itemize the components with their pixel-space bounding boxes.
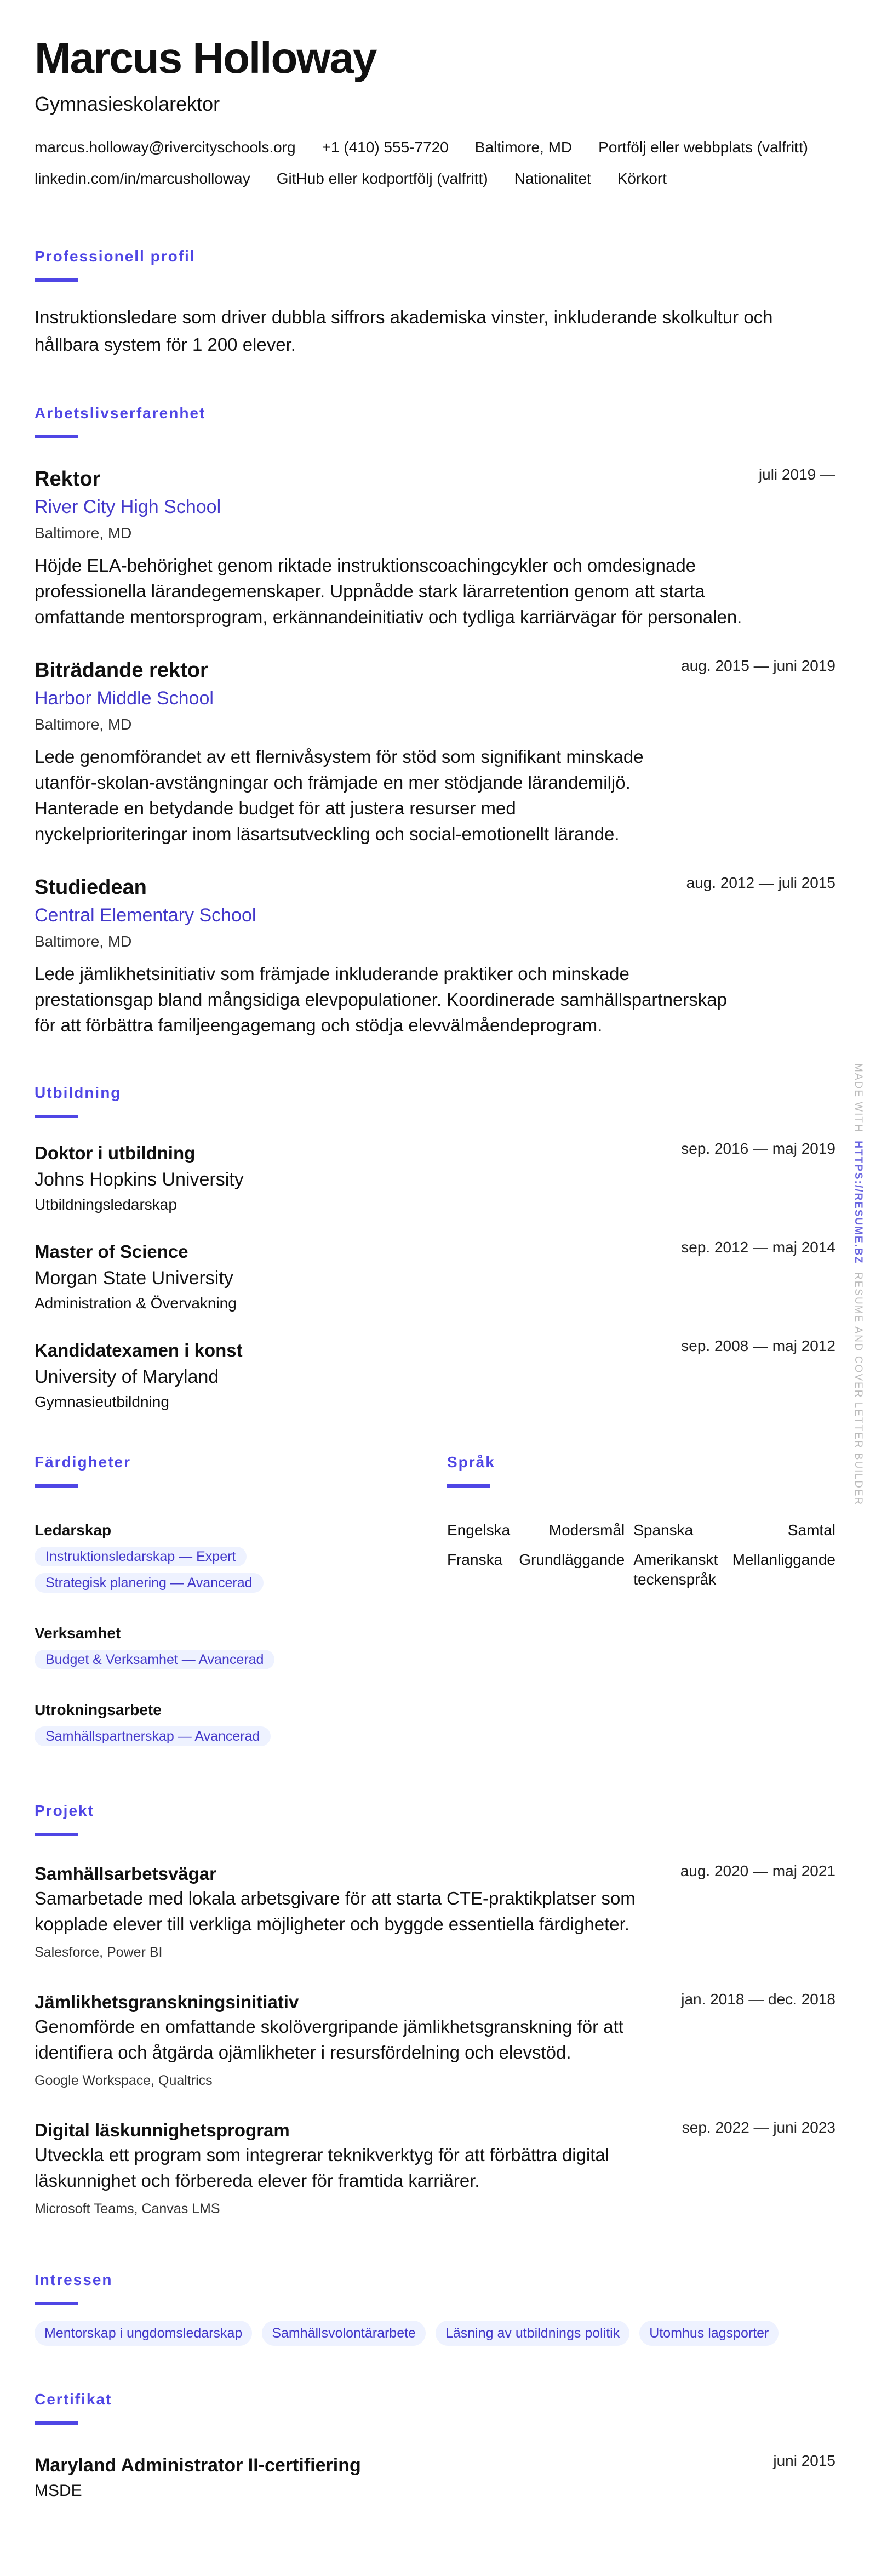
interest-chip: Mentorskap i ungdomsledarskap [35,2321,252,2346]
institution: University of Maryland [35,1366,219,1387]
interests-section [35,2270,835,2346]
company: Central Elementary School [35,905,256,926]
role-title: Biträdande rektor [35,659,208,682]
language-level: Mellanliggande [732,1551,835,1568]
skills-section [35,1452,447,1746]
portfolio-link[interactable]: Portfölj eller webbplats (valfritt) [598,139,808,156]
language-name: Spanska [633,1521,694,1538]
field-of-study: Gymnasieutbildning [35,1393,169,1410]
field-of-study: Administration & Övervakning [35,1295,237,1312]
project-title: Samhällsarbetsvägar [35,1863,217,1884]
skill-chip: Samhällspartnerskap — Avancerad [35,1726,271,1746]
language-name: Engelska [447,1521,511,1538]
section-divider [447,1484,490,1488]
institution: Johns Hopkins University [35,1169,244,1190]
education-item [35,1337,835,1414]
education-section [35,1083,835,1414]
watermark-link[interactable]: HTTPS://RESUME.BZ [852,1141,864,1264]
field-of-study: Utbildningsledarskap [35,1196,177,1213]
description: Lede genomförandet av ett flernivåsystem för stöd som signifikant minskade utanför-skolan-avstängningar och främjade en mer stödjande lärandemiljö. Hanterade en betydande budget för att justera resurser med nyckelprioriteringar inom läsartsutveckling och social-emotionellt lärande. [35,746,644,844]
education-item [35,1239,835,1315]
section-divider [35,1833,78,1836]
resume-page [35,0,835,2504]
candidate-name: Marcus Holloway [35,33,376,82]
section-heading: Språk [447,1454,495,1471]
github-link[interactable]: GitHub eller kodportfölj (valfritt) [276,170,488,187]
date-range: sep. 2012 — maj 2014 [681,1239,835,1256]
projects-section [35,1801,835,2221]
company: Harbor Middle School [35,688,214,709]
contact-info [35,132,834,194]
issuer: MSDE [35,2482,82,2500]
institution: Morgan State University [35,1268,233,1289]
degree: Kandidatexamen i konst [35,1340,243,1360]
section-heading: Certifikat [35,2391,112,2408]
date: juni 2015 [773,2452,835,2469]
phone: +1 (410) 555-7720 [322,139,449,156]
experience-item [35,466,835,630]
date-range: jan. 2018 — dec. 2018 [681,1991,835,2008]
language-level: Modersmål [548,1521,625,1538]
section-divider [35,1115,78,1118]
role-title: Studiedean [35,876,147,899]
project-title: Digital läskunnighetsprogram [35,2120,290,2140]
watermark [852,1063,864,1506]
linkedin-link[interactable]: linkedin.com/in/marcusholloway [35,170,250,187]
certificate-item [35,2452,835,2504]
job-title: Gymnasieskolarektor [35,93,220,115]
location: Baltimore, MD [35,933,132,950]
section-heading: Professionell profil [35,248,196,265]
technologies: Salesforce, Power BI [35,1945,163,1960]
location: Baltimore, MD [35,525,132,542]
section-heading: Intressen [35,2271,113,2288]
interest-chip: Samhällsvolontärarbete [262,2321,426,2346]
language-list [447,1520,835,1589]
watermark-suffix: RESUME AND COVER LETTER BUILDER [852,1272,864,1506]
degree: Master of Science [35,1241,188,1262]
technologies: Google Workspace, Qualtrics [35,2073,213,2088]
description: Genomförde en omfattande skolövergripande jämlikhetsgranskning för att identifiera och åtgärda ojämlikheter i resursfördelning och elevstöd. [35,2016,623,2062]
project-title: Jämlikhetsgranskningsinitiativ [35,1992,299,2012]
date-range: aug. 2020 — maj 2021 [680,1862,835,1879]
project-item [35,2119,835,2221]
project-item [35,1991,835,2093]
degree: Doktor i utbildning [35,1143,196,1163]
section-divider [35,2421,78,2425]
language-name: Amerikanskt teckenspråk [633,1551,718,1588]
experience-item [35,874,835,1038]
languages-section [447,1452,835,1746]
language-name: Franska [447,1551,503,1568]
location: Baltimore, MD [474,139,573,156]
skill-group-title: Ledarskap [35,1521,112,1538]
section-heading: Projekt [35,1802,94,1819]
description: Höjde ELA-behörighet genom riktade instruktionscoachingcykler och omdesignade professionella lärandegemenskaper. Uppnådde stark lärarretention genom att starta omfattande mentorsprogram, erkännandeinitiativ och tydliga karriärvägar för personalen. [35,555,742,627]
profile-section [35,247,835,358]
nationality: Nationalitet [514,170,591,187]
experience-item [35,657,835,847]
skill-chip: Instruktionsledarskap — Expert [35,1547,247,1566]
drivers-license: Körkort [617,170,667,187]
section-divider [35,435,78,438]
date-range: sep. 2016 — maj 2019 [681,1140,835,1157]
education-item [35,1140,835,1217]
skills-languages-row [35,1452,835,1746]
skill-chip: Strategisk planering — Avancerad [35,1573,264,1593]
section-heading: Färdigheter [35,1454,131,1471]
project-item [35,1862,835,1964]
technologies: Microsoft Teams, Canvas LMS [35,2201,220,2216]
description: Utveckla ett program som integrerar teknikverktyg för att förbättra digital läskunnighet och förbereda elever för framtida karriärer. [35,2145,610,2191]
language-level: Grundläggande [519,1551,625,1568]
certificate-name: Maryland Administrator II-certifiering [35,2455,361,2476]
watermark-prefix: MADE WITH [852,1063,864,1133]
experience-section [35,403,835,1038]
role-title: Rektor [35,468,101,491]
section-divider [35,2302,78,2305]
section-divider [35,1484,78,1488]
email[interactable]: marcus.holloway@rivercityschools.org [35,139,296,156]
skill-chip: Budget & Verksamhet — Avancerad [35,1650,274,1669]
certificates-section [35,2390,835,2504]
interest-chip: Utomhus lagsporter [639,2321,779,2346]
location: Baltimore, MD [35,716,132,733]
skill-group-title: Verksamhet [35,1625,121,1642]
date-range: juli 2019 — [758,466,835,483]
section-divider [35,278,78,282]
date-range: aug. 2015 — juni 2019 [681,657,835,674]
description: Lede jämlikhetsinitiativ som främjade inkluderande praktiker och minskade prestationsgap bland mångsidiga elevpopulationer. Koordinerade samhällspartnerskap för att förbättra familjeengagemang och stödja elevvälmåendeprogram. [35,964,727,1035]
language-level: Samtal [787,1521,835,1538]
date-range: sep. 2008 — maj 2012 [681,1337,835,1354]
section-heading: Utbildning [35,1084,122,1101]
description: Samarbetade med lokala arbetsgivare för att starta CTE-praktikplatser som kopplade elever till verkliga möjligheter och byggde essentiella färdigheter. [35,1888,636,1934]
profile-text: Instruktionsledare som driver dubbla siffrors akademiska vinster, inkluderande skolkultur och hållbara system för 1 200 elever. [35,307,773,355]
skill-group-title: Utrokningsarbete [35,1701,162,1718]
company: River City High School [35,497,221,517]
date-range: aug. 2012 — juli 2015 [686,874,835,891]
date-range: sep. 2022 — juni 2023 [682,2119,835,2136]
interest-chip: Läsning av utbildnings politik [436,2321,629,2346]
section-heading: Arbetslivserfarenhet [35,404,206,421]
